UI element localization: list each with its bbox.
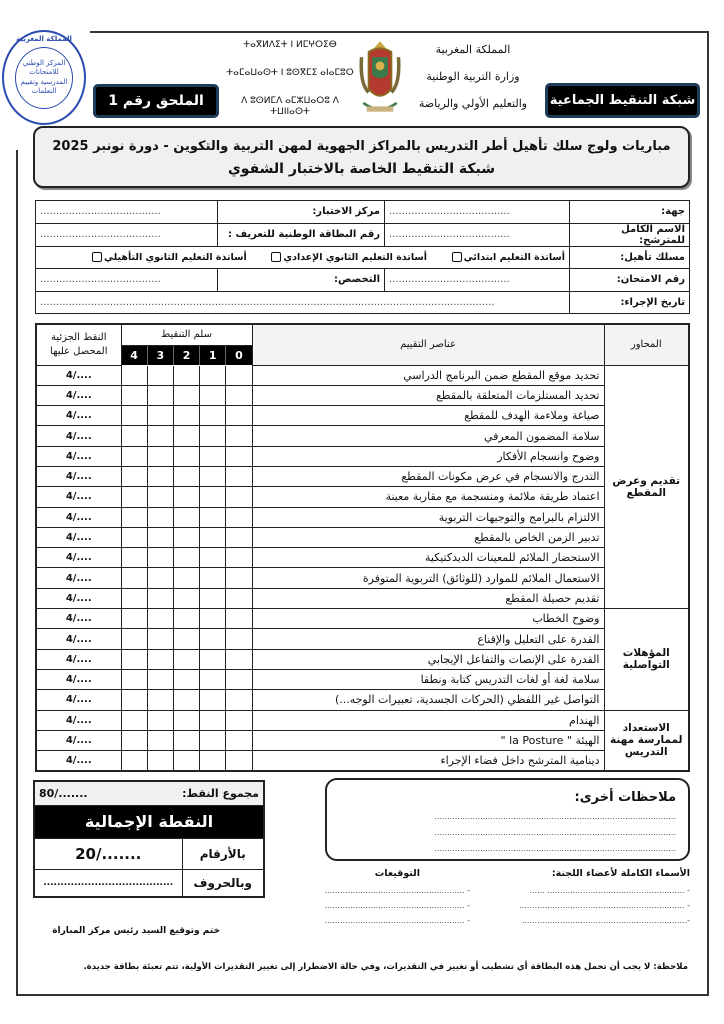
score-cell-2[interactable] — [173, 548, 199, 568]
score-cell-1[interactable] — [200, 446, 226, 466]
partial-points-cell[interactable]: 4/.... — [36, 730, 121, 750]
score-cell-0[interactable] — [226, 385, 252, 405]
score-cell-2[interactable] — [173, 588, 199, 608]
scale-3: 3 — [147, 345, 173, 365]
partial-points-cell[interactable]: 4/.... — [36, 385, 121, 405]
option-label: أساتذة التعليم الثانوي الإعدادي — [283, 251, 428, 263]
evaluation-item: تقديم حصيلة المقطع — [252, 588, 604, 608]
ministry-name — [404, 36, 542, 117]
table-row — [36, 446, 689, 466]
points-header: النقط الجزئية المحصل عليها — [36, 324, 121, 365]
evaluation-item: القدرة على التعليل والإقناع — [252, 629, 604, 649]
track-option-middle[interactable] — [271, 252, 427, 263]
grid-label: شبكة التنقيط الجماعية — [545, 83, 700, 118]
partial-points-cell[interactable]: 4/.... — [36, 466, 121, 486]
partial-points-cell[interactable]: 4/.... — [36, 690, 121, 710]
committee-name-line[interactable]: - ...................................................... ...... — [529, 886, 690, 895]
score-cell-1[interactable] — [200, 548, 226, 568]
score-cell-2[interactable] — [173, 446, 199, 466]
evaluation-item: التدرج والانسجام في عرض مكونات المقطع — [252, 466, 604, 486]
score-cell-1[interactable] — [200, 507, 226, 527]
committee-signatures — [290, 868, 470, 928]
partial-points-cell[interactable]: 4/.... — [36, 710, 121, 730]
signature-line[interactable]: - ....................................................... — [324, 916, 470, 925]
axis-label: المؤهلات التواصلية — [604, 609, 689, 710]
evaluation-item: الاستعمال الملائم للموارد (للوثائق) التربوية المتوفرة — [252, 568, 604, 588]
sum-label: مجموع النقط: — [182, 786, 259, 800]
partial-points-cell[interactable]: 4/.... — [36, 446, 121, 466]
table-row — [36, 466, 689, 486]
score-cell-2[interactable] — [173, 629, 199, 649]
specialty-field[interactable]: ...................................... — [36, 269, 218, 292]
evaluation-item: تحديد موقع المقطع ضمن البرنامج الدراسي — [252, 365, 604, 385]
score-cell-0[interactable] — [226, 609, 252, 629]
partial-points-cell[interactable]: 4/.... — [36, 588, 121, 608]
score-cell-0[interactable] — [226, 527, 252, 547]
region-field[interactable]: ...................................... — [385, 201, 570, 224]
evaluation-item: تحديد المستلزمات المتعلقة بالمقطع — [252, 385, 604, 405]
axis-label: تقديم وعرض المقطع — [604, 365, 689, 609]
score-cell-1[interactable] — [200, 649, 226, 669]
score-cell-4[interactable] — [121, 751, 147, 771]
score-cell-0[interactable] — [226, 568, 252, 588]
score-cell-4[interactable] — [121, 527, 147, 547]
table-row — [36, 710, 689, 730]
score-cell-1[interactable] — [200, 609, 226, 629]
score-cell-4[interactable] — [121, 669, 147, 689]
other-notes-box[interactable] — [325, 778, 690, 861]
score-cell-3[interactable] — [147, 365, 173, 385]
region-label: جهة: — [570, 201, 690, 224]
score-cell-3[interactable] — [147, 649, 173, 669]
score-cell-0[interactable] — [226, 406, 252, 426]
score-cell-4[interactable] — [121, 568, 147, 588]
score-cell-1[interactable] — [200, 669, 226, 689]
evaluation-item: الالتزام بالبرامج والتوجيهات التربوية — [252, 507, 604, 527]
score-cell-0[interactable] — [226, 751, 252, 771]
option-label: أساتذة التعليم ابتدائي — [463, 251, 565, 263]
signatures-label: التوقيعات — [374, 868, 420, 879]
score-cell-1[interactable] — [200, 426, 226, 446]
frame-top — [90, 31, 709, 33]
table-row — [36, 649, 689, 669]
score-cell-3[interactable] — [147, 548, 173, 568]
score-cell-3[interactable] — [147, 710, 173, 730]
score-cell-0[interactable] — [226, 710, 252, 730]
score-cell-4[interactable] — [121, 406, 147, 426]
evaluation-item: وضوح الخطاب — [252, 609, 604, 629]
score-cell-3[interactable] — [147, 527, 173, 547]
score-cell-3[interactable] — [147, 487, 173, 507]
score-cell-1[interactable] — [200, 385, 226, 405]
table-row — [36, 669, 689, 689]
ministry-line: المملكة المغربية — [435, 43, 511, 56]
scale-4: 4 — [121, 345, 147, 365]
frame-left — [16, 150, 18, 996]
table-row — [36, 365, 689, 385]
score-cell-2[interactable] — [173, 507, 199, 527]
partial-points-cell[interactable]: 4/.... — [36, 406, 121, 426]
exam-center-field[interactable]: ...................................... — [36, 201, 218, 224]
score-cell-3[interactable] — [147, 385, 173, 405]
full-name-label: الاسم الكامل للمترشح: — [570, 223, 690, 246]
final-score-label: النقطة الإجمالية — [34, 805, 264, 838]
evaluation-item: الاستحضار الملائم للمعينات الديدكتيكية — [252, 548, 604, 568]
checkbox[interactable] — [271, 252, 281, 262]
table-row — [36, 730, 689, 750]
score-cell-4[interactable] — [121, 609, 147, 629]
table-row — [36, 609, 689, 629]
national-id-label: رقم البطاقة الوطنية للتعريف : — [218, 223, 385, 246]
axes-header: المحاور — [604, 324, 689, 365]
score-cell-0[interactable] — [226, 507, 252, 527]
score-cell-4[interactable] — [121, 730, 147, 750]
score-cell-4[interactable] — [121, 466, 147, 486]
score-cell-2[interactable] — [173, 426, 199, 446]
score-cell-0[interactable] — [226, 690, 252, 710]
full-name-field[interactable]: ...................................... — [385, 223, 570, 246]
score-cell-3[interactable] — [147, 669, 173, 689]
score-cell-0[interactable] — [226, 649, 252, 669]
score-cell-1[interactable] — [200, 730, 226, 750]
signature-line[interactable]: - ....................................................... — [324, 886, 470, 895]
partial-points-cell[interactable]: 4/.... — [36, 426, 121, 446]
committee-name-line[interactable]: -................................................................. — [521, 916, 690, 925]
moroccan-coat-of-arms-icon — [358, 36, 402, 124]
stamp-text: المركز الوطني للامتحانات المدرسية وتقييم التعلمات — [20, 59, 68, 95]
score-cell-0[interactable] — [226, 629, 252, 649]
score-cell-4[interactable] — [121, 548, 147, 568]
notes-line[interactable]: ............................................................................................... — [434, 844, 676, 853]
table-row — [36, 507, 689, 527]
evaluation-item: الهندام — [252, 710, 604, 730]
committee-names-label: الأسماء الكاملة لأعضاء اللجنة: — [551, 868, 690, 879]
score-cell-3[interactable] — [147, 690, 173, 710]
scale-2: 2 — [173, 345, 199, 365]
scale-0: 0 — [226, 345, 252, 365]
table-row — [36, 690, 689, 710]
score-cell-3[interactable] — [147, 568, 173, 588]
title-box — [33, 126, 690, 188]
evaluation-table — [35, 323, 690, 772]
tifinagh-line: ⵜⴰⵎⴰⵡⴰⵙⵜ ⵏ ⵓⵙⴳⵎⵉ ⴰⵏⴰⵎⵓⵔ — [226, 68, 354, 78]
cnem-stamp — [2, 30, 86, 125]
evaluation-item: تدبير الزمن الخاص بالمقطع — [252, 527, 604, 547]
score-cell-2[interactable] — [173, 690, 199, 710]
score-cell-2[interactable] — [173, 751, 199, 771]
page-title: مباريات ولوج سلك تأهيل أطر التدريس بالمراكز الجهوية لمهن التربية والتكوين - دورة نونبر 2025 — [52, 139, 671, 154]
score-cell-0[interactable] — [226, 730, 252, 750]
evaluation-item: سلامة لغة أو لغات التدريس كتابة ونطقا — [252, 669, 604, 689]
words-value[interactable]: ...................................... — [34, 869, 182, 897]
score-cell-3[interactable] — [147, 466, 173, 486]
score-cell-4[interactable] — [121, 588, 147, 608]
track-option-primary[interactable] — [452, 252, 565, 263]
score-cell-0[interactable] — [226, 446, 252, 466]
score-cell-2[interactable] — [173, 365, 199, 385]
date-label: تاريخ الإجراء: — [570, 291, 690, 314]
score-cell-2[interactable] — [173, 710, 199, 730]
score-cell-2[interactable] — [173, 385, 199, 405]
score-cell-3[interactable] — [147, 730, 173, 750]
score-cell-3[interactable] — [147, 751, 173, 771]
frame-bottom — [16, 994, 709, 996]
option-label: أساتذة التعليم الثانوي التأهيلي — [103, 251, 247, 263]
president-stamp-signature: ختم وتوقيع السيد رئيس مركز المباراة — [52, 926, 220, 936]
signature-line[interactable]: - ....................................................... — [324, 901, 470, 910]
score-cell-1[interactable] — [200, 568, 226, 588]
partial-points-cell[interactable]: 4/.... — [36, 649, 121, 669]
page-subtitle: شبكة التنقيط الخاصة بالاختبار الشفوي — [227, 161, 496, 177]
score-cell-3[interactable] — [147, 629, 173, 649]
score-cell-0[interactable] — [226, 548, 252, 568]
partial-points-cell[interactable]: 4/.... — [36, 365, 121, 385]
tifinagh-line: ⵜⴰⴳⵍⴷⵉⵜ ⵏ ⵍⵎⵖⵔⵉⴱ — [243, 40, 337, 50]
table-row — [36, 568, 689, 588]
score-cell-0[interactable] — [226, 365, 252, 385]
score-cell-2[interactable] — [173, 669, 199, 689]
ministry-line: وزارة التربية الوطنية — [426, 70, 520, 83]
score-cell-0[interactable] — [226, 588, 252, 608]
partial-points-cell[interactable]: 4/.... — [36, 669, 121, 689]
score-cell-3[interactable] — [147, 507, 173, 527]
frame-right — [707, 31, 709, 996]
digits-value[interactable]: 20/....... — [34, 838, 182, 869]
score-cell-1[interactable] — [200, 710, 226, 730]
tifinagh-line: ⴷ ⵓⵙⵍⵎⴷ ⴰⵎⵣⵡⴰⵔⵓ ⴷ ⵜⵡⵏⵏⴰⵙⵜ — [241, 96, 339, 117]
score-cell-3[interactable] — [147, 446, 173, 466]
score-cell-4[interactable] — [121, 690, 147, 710]
evaluation-item: وضوح وانسجام الأفكار — [252, 446, 604, 466]
score-cell-4[interactable] — [121, 710, 147, 730]
committee-names — [490, 868, 690, 928]
checkbox[interactable] — [452, 252, 462, 262]
score-cell-3[interactable] — [147, 609, 173, 629]
partial-points-cell[interactable]: 4/.... — [36, 751, 121, 771]
track-label: مسلك تأهيل: — [570, 246, 690, 269]
digits-label: بالأرقام — [182, 838, 264, 869]
score-cell-1[interactable] — [200, 751, 226, 771]
score-cell-1[interactable] — [200, 629, 226, 649]
sum-value[interactable]: 80/....... — [39, 786, 88, 800]
score-cell-1[interactable] — [200, 588, 226, 608]
table-row — [36, 751, 689, 771]
exam-number-label: رقم الامتحان: — [570, 269, 690, 292]
score-cell-4[interactable] — [121, 507, 147, 527]
score-cell-1[interactable] — [200, 466, 226, 486]
score-cell-2[interactable] — [173, 730, 199, 750]
score-cell-1[interactable] — [200, 406, 226, 426]
score-cell-4[interactable] — [121, 629, 147, 649]
score-cell-2[interactable] — [173, 527, 199, 547]
score-cell-1[interactable] — [200, 527, 226, 547]
score-cell-4[interactable] — [121, 649, 147, 669]
score-cell-0[interactable] — [226, 669, 252, 689]
score-cell-4[interactable] — [121, 365, 147, 385]
score-cell-2[interactable] — [173, 609, 199, 629]
partial-points-cell[interactable]: 4/.... — [36, 507, 121, 527]
ministry-line: والتعليم الأولي والرياضة — [418, 97, 528, 110]
score-cell-3[interactable] — [147, 406, 173, 426]
table-row — [36, 385, 689, 405]
score-cell-1[interactable] — [200, 365, 226, 385]
score-cell-3[interactable] — [147, 426, 173, 446]
score-cell-4[interactable] — [121, 385, 147, 405]
notes-line[interactable]: ............................................................................................... — [434, 828, 676, 837]
partial-points-cell[interactable]: 4/.... — [36, 609, 121, 629]
evaluation-item: سلامة المضمون المعرفي — [252, 426, 604, 446]
evaluation-item: القدرة على الإنصات والتفاعل الإيجابي — [252, 649, 604, 669]
stamp-ring-text: المملكة المغربية — [16, 35, 72, 43]
partial-points-cell[interactable]: 4/.... — [36, 629, 121, 649]
total-score-box — [33, 780, 265, 898]
table-row — [36, 629, 689, 649]
track-option-secondary[interactable] — [92, 252, 247, 263]
national-id-field[interactable]: ...................................... — [36, 223, 218, 246]
score-cell-2[interactable] — [173, 649, 199, 669]
candidate-info-table — [35, 200, 690, 314]
table-row — [36, 406, 689, 426]
items-header: عناصر التقييم — [252, 324, 604, 365]
words-label: وبالحروف — [182, 869, 264, 897]
score-cell-1[interactable] — [200, 487, 226, 507]
table-row — [36, 487, 689, 507]
exam-number-field[interactable]: ...................................... — [385, 269, 570, 292]
evaluation-item: صياغة وملاءمة الهدف للمقطع — [252, 406, 604, 426]
annex-label: الملحق رقم 1 — [93, 84, 219, 118]
score-cell-4[interactable] — [121, 446, 147, 466]
axis-label: الاستعداد لممارسة مهنة التدريس — [604, 710, 689, 771]
evaluation-item: دينامية المترشح داخل فضاء الإجراء — [252, 751, 604, 771]
notes-line[interactable]: ............................................................................................... — [434, 812, 676, 821]
exam-center-label: مركز الاختبار: — [218, 201, 385, 224]
score-cell-2[interactable] — [173, 466, 199, 486]
evaluation-item: الهيئة " la Posture " — [252, 730, 604, 750]
score-cell-0[interactable] — [226, 426, 252, 446]
partial-points-cell[interactable]: 4/.... — [36, 548, 121, 568]
partial-points-cell[interactable]: 4/.... — [36, 487, 121, 507]
footer-note: ملاحظة: لا يجب أن تحمل هذه البطاقة أي تشطيب أو تغيير في التقديرات، وفي حالة الاضطرار إلى تغيير التقديرات الأولية، تتم تعبئة بطاقة جديدة. — [83, 962, 688, 972]
scale-1: 1 — [200, 345, 226, 365]
scale-header: سلم التنقيط — [121, 324, 252, 345]
specialty-label: التخصص: — [218, 269, 385, 292]
table-row — [36, 548, 689, 568]
table-row — [36, 426, 689, 446]
score-cell-0[interactable] — [226, 466, 252, 486]
score-cell-2[interactable] — [173, 568, 199, 588]
score-cell-2[interactable] — [173, 487, 199, 507]
evaluation-item: اعتماد طريقة ملائمة ومنسجمة مع مقاربة معينة — [252, 487, 604, 507]
score-cell-3[interactable] — [147, 588, 173, 608]
date-field[interactable]: ............................................................................................................................................... — [36, 291, 570, 314]
score-cell-2[interactable] — [173, 406, 199, 426]
partial-points-cell[interactable]: 4/.... — [36, 527, 121, 547]
checkbox[interactable] — [92, 252, 102, 262]
score-cell-4[interactable] — [121, 487, 147, 507]
score-cell-4[interactable] — [121, 426, 147, 446]
partial-points-cell[interactable]: 4/.... — [36, 568, 121, 588]
evaluation-item: التواصل غير اللفظي (الحركات الجسدية، تعبيرات الوجه...) — [252, 690, 604, 710]
committee-name-line[interactable]: - ................................................................. — [519, 901, 690, 910]
notes-label: ملاحظات أخرى: — [574, 790, 676, 805]
score-cell-0[interactable] — [226, 487, 252, 507]
table-row — [36, 527, 689, 547]
score-cell-1[interactable] — [200, 690, 226, 710]
table-row — [36, 588, 689, 608]
